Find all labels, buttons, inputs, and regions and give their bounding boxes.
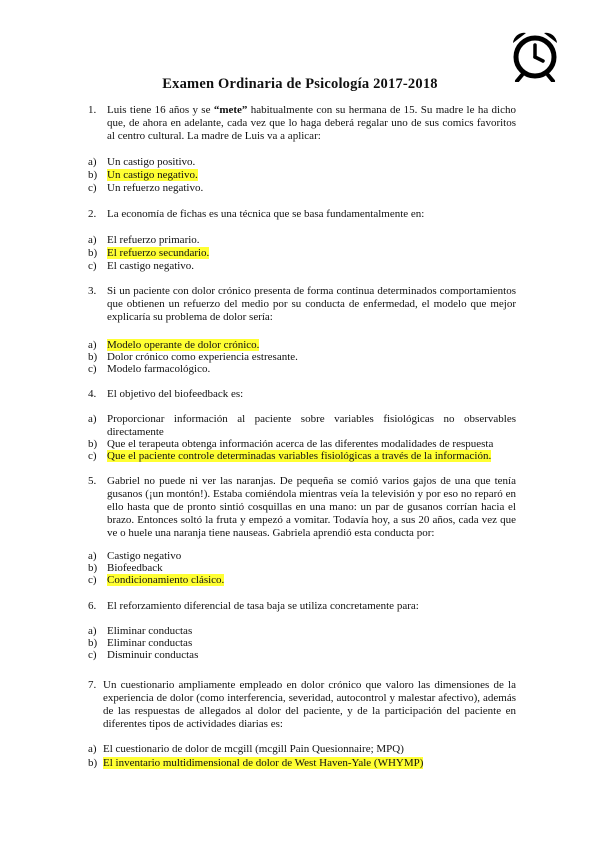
highlighted-answer: El inventario multidimensional de dolor de West Haven-Yale (WHYMP)	[103, 757, 424, 769]
option-4a: a) Proporcionar información al paciente sobre variables fisiológicas no observables directamente	[88, 413, 516, 438]
question-number: 4.	[88, 388, 97, 400]
question-number: 6.	[88, 600, 97, 612]
question-number: 3.	[88, 285, 97, 297]
question-5	[88, 475, 516, 540]
option-7a: a) El cuestionario de dolor de mcgill (mcgill Pain Quesionnaire; MPQ)	[88, 743, 404, 755]
question-number: 5.	[88, 475, 97, 487]
option-3b: b) Dolor crónico como experiencia estresante.	[88, 351, 298, 363]
question-number: 1.	[88, 104, 97, 116]
option-7b: b) El inventario multidimensional de dolor de West Haven-Yale (WHYMP)	[88, 757, 424, 769]
option-5c: c) Condicionamiento clásico.	[88, 574, 225, 586]
option-3c: c) Modelo farmacológico.	[88, 363, 211, 375]
option-1c: c) Un refuerzo negativo.	[88, 182, 204, 194]
alarm-clock-icon	[509, 28, 561, 82]
question-3	[88, 285, 516, 324]
option-1a: a) Un castigo positivo.	[88, 156, 196, 168]
question-text: Si un paciente con dolor crónico presenta de forma continua determinados comportamientos que obtienen un refuerzo del medio por su conducta de enfermedad, el modelo que mejor explicaría su problema de dolor sería:	[107, 285, 516, 323]
question-text: Gabriel no puede ni ver las naranjas. De pequeña se comió varios gajos de una que tenía gusanos (¡un montón!). Estaba comiéndola mientras veía la televisión y por eso no reparó en ello hasta que de pronto sintió cosquillas en una mano: un par de gusanos corrían hacia el brazo. Entonces soltó la fruta y empezó a vomitar. Todavía hoy, a sus 20 años, cada vez que ve o huele una naranja tiene nauseas. Gabriela aprendió esta conducta por:	[107, 475, 516, 539]
option-6c: c) Disminuir conductas	[88, 649, 199, 661]
question-1	[88, 104, 516, 143]
question-text: La economía de fichas es una técnica que se basa fundamentalmente en:	[107, 208, 425, 220]
option-4b: b) Que el terapeuta obtenga información acerca de las diferentes modalidades de respuesta	[88, 438, 494, 450]
option-2a: a) El refuerzo primario.	[88, 234, 200, 246]
question-2	[88, 208, 516, 221]
option-1b: b) Un castigo negativo.	[88, 169, 198, 181]
highlighted-answer: Condicionamiento clásico.	[107, 574, 225, 586]
highlighted-answer: El refuerzo secundario.	[107, 247, 210, 259]
question-6	[88, 600, 516, 613]
option-3a: a) Modelo operante de dolor crónico.	[88, 339, 260, 351]
option-6b: b) Eliminar conductas	[88, 637, 193, 649]
question-text: Un cuestionario ampliamente empleado en dolor crónico que valoro las dimensiones de la experiencia de dolor (como interferencia, severidad, autocontrol y malestar afectivo), además de las respuestas de allegados al dolor del paciente, y de la participación del paciente en diferentes tipos de actividades diarias es:	[103, 679, 516, 730]
option-2b: b) El refuerzo secundario.	[88, 247, 210, 259]
question-number: 2.	[88, 208, 97, 220]
question-4	[88, 388, 516, 401]
option-5a: a) Castigo negativo	[88, 550, 182, 562]
option-2c: c) El castigo negativo.	[88, 260, 195, 272]
page-title: Examen Ordinaria de Psicología 2017-2018	[162, 76, 438, 92]
highlighted-answer: Que el paciente controle determinadas variables fisiológicas a través de la información.	[107, 450, 492, 462]
option-4c: c) Que el paciente controle determinadas variables fisiológicas a través de la información.	[88, 450, 492, 462]
question-number: 7.	[88, 679, 97, 691]
question-7	[88, 679, 516, 731]
highlighted-answer: Modelo operante de dolor crónico.	[107, 339, 260, 351]
highlighted-answer: Un castigo negativo.	[107, 169, 198, 181]
emphasis-word: “mete”	[213, 104, 248, 116]
question-text: Luis tiene 16 años y se “mete” habitualmente con su hermana de 15. Su madre le ha dicho que, de ahora en adelante, cada vez que lo haga deberá regalar uno de sus comics favoritos al centro cultural. La madre de Luis va a aplicar:	[107, 104, 516, 142]
question-text: El reforzamiento diferencial de tasa baja se utiliza concretamente para:	[107, 600, 419, 612]
option-5b: b) Biofeedback	[88, 562, 163, 574]
option-6a: a) Eliminar conductas	[88, 625, 193, 637]
question-text: El objetivo del biofeedback es:	[107, 388, 244, 400]
